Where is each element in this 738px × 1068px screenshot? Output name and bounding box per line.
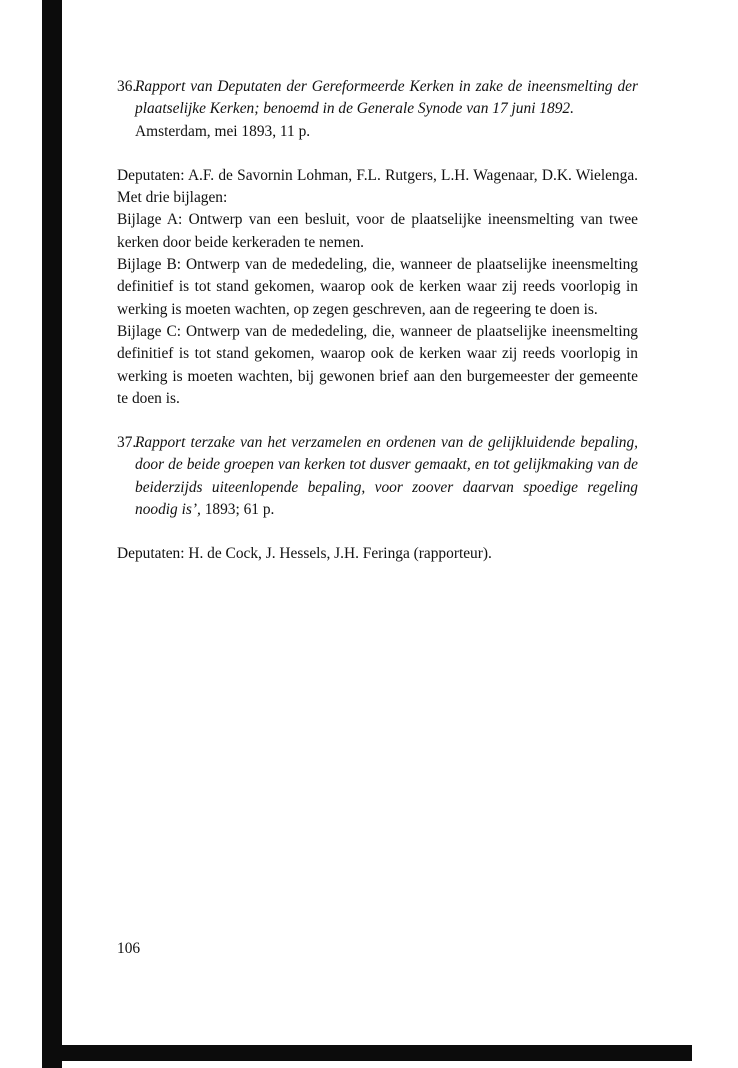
- page-number: 106: [117, 940, 141, 957]
- entry-title: Rapport terzake van het verzamelen en ordenen van de gelijkluidende bepaling, door de beide groepen van kerken tot dusver gemaakt, en tot gelijkmaking van de beiderzijds uiteenlopende bepaling, voor zoover daarvan spoedige regeling noodig is’,: [135, 434, 638, 519]
- entry-36: [117, 76, 638, 143]
- entry-number: 36.: [117, 78, 137, 95]
- scan-border-bottom: [42, 1045, 692, 1061]
- entry-37: [117, 432, 638, 521]
- appendix-c-paragraph: Bijlage C: Ontwerp van de mededeling, die, wanneer de plaatselijke ineensmelting definitief is tot stand gekomen, waarop ook de kerken waar zij reeds voorlopig in werking is moeten wachten, bij gewonen brief aan den burgemeester der gemeente te doen is.: [117, 322, 638, 407]
- page-body: [117, 76, 638, 566]
- entry-detail: 1893; 61 p.: [204, 501, 275, 519]
- deputies-paragraph: Deputaten: A.F. de Savornin Lohman, F.L. Rutgers, L.H. Wagenaar, D.K. Wielenga. Met drie bijlagen:: [117, 166, 638, 207]
- entry-number: 37.: [117, 434, 137, 452]
- deputies-paragraph: Deputaten: H. de Cock, J. Hessels, J.H. Feringa (rapporteur).: [117, 545, 492, 563]
- entry-title: Rapport van Deputaten der Gereformeerde Kerken in zake de ineensmelting der plaatselijke Kerken; benoemd in de Generale Synode van 17 juni 1892.: [135, 78, 638, 118]
- appendix-b-paragraph: Bijlage B: Ontwerp van de mededeling, die, wanneer de plaatselijke ineensmelting definitief is tot stand gekomen, waarop ook de kerken waar zij reeds voorlopig in werking is moeten wachten, op zegen geschreven, aan de regeering te doen is.: [117, 256, 638, 318]
- entry-detail: Amsterdam, mei 1893, 11 p.: [135, 122, 311, 140]
- scan-border-left: [42, 0, 62, 1068]
- entry-36-notes: [117, 165, 638, 410]
- entry-37-notes: [117, 543, 638, 565]
- appendix-a-paragraph: Bijlage A: Ontwerp van een besluit, voor de plaatselijke ineensmelting van twee kerken door beide kerkeraden te nemen.: [117, 211, 638, 251]
